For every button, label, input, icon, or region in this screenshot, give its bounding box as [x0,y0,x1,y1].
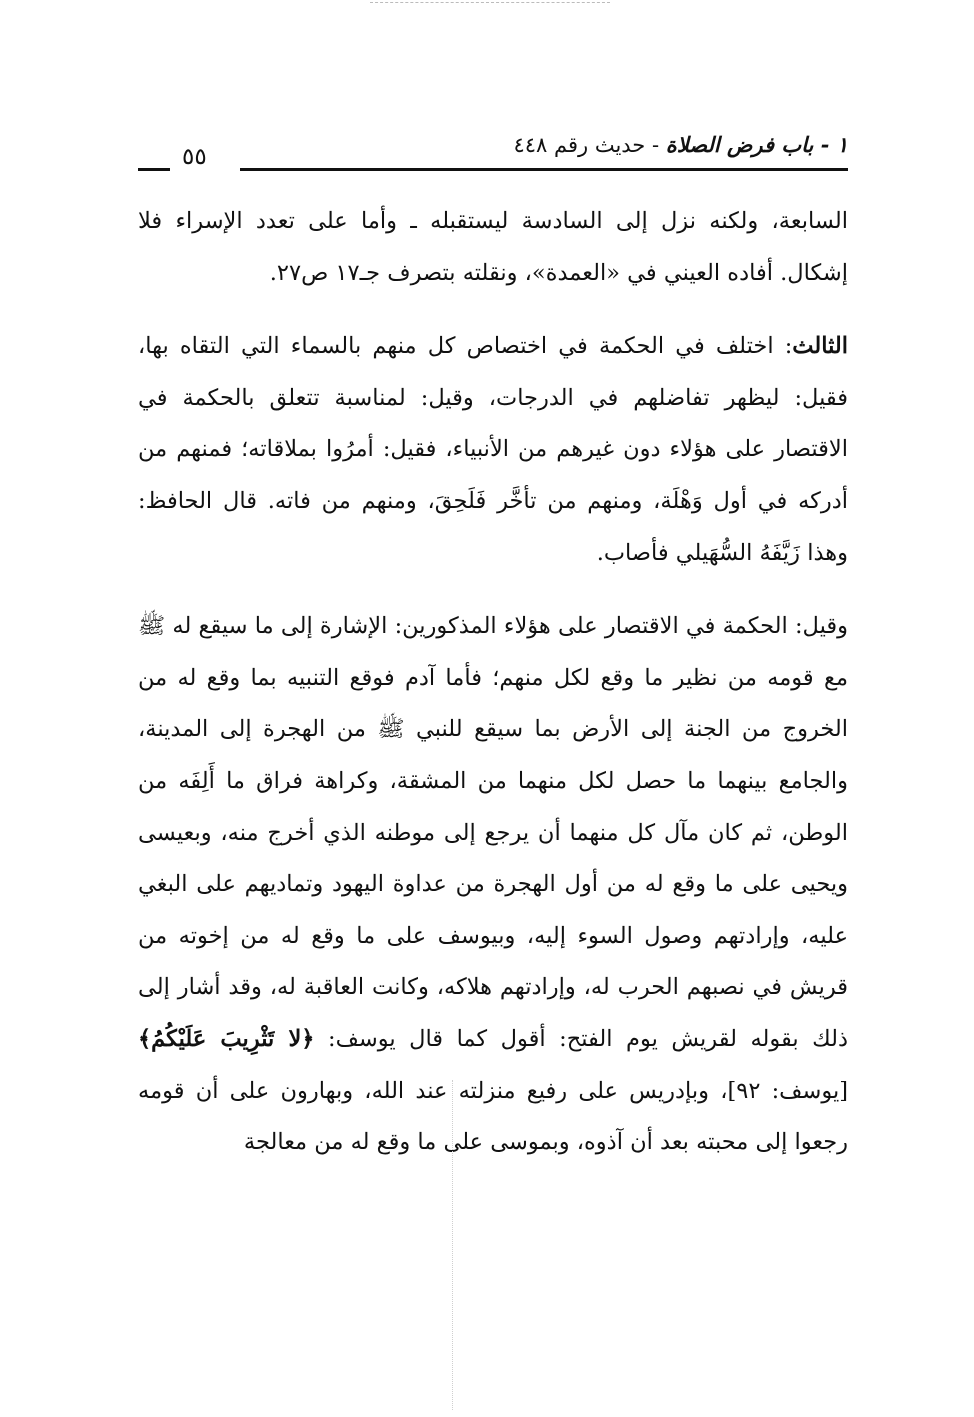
paragraph-2 [138,321,848,579]
header-rule [240,168,848,171]
scan-top-marks [370,2,610,7]
chapter-heading [513,132,848,157]
paragraph-3-text-a: وقيل: الحكمة في الاقتصار على هؤلاء المذكورين: الإشارة إلى ما سيقع له ﷺ مع قومه من نظير ما وقع لكل منهم؛ فأما آدم فوقع التنبيه بما وقع له من الخروج من الجنة إلى الأرض بما سيقع للنبي ﷺ من الهجرة إلى المدينة، والجامع بينهما ما حصل لكل منهما من المشقة، وكراهة فراق ما أَلِفَه من الوطن، ثم كان مآل كل منهما أن يرجع إلى موطنه الذي أخرج منه، وبعيسى ويحيى على ما وقع له من أول الهجرة من عداوة اليهود وتماديهم على البغي عليه، وإرادتهم وصول السوء إليه، وبيوسف على ما وقع له من إخوته من قريش في نصبهم الحرب له، وإرادتهم هلاكه، وكانت العاقبة له، وقد أشار إلى ذلك بقوله لقريش يوم الفتح: أقول كما قال يوسف: [138,613,848,1052]
quran-quote: ﴿لا تَثْرِيبَ عَلَيْكُمُ﴾ [138,1025,315,1052]
paragraph-3 [138,601,848,1169]
header-dash [138,168,170,171]
hadith-reference: - حديث رقم ٤٤٨ [513,133,660,157]
paragraph-3-text-b: [يوسف: ٩٢]، وبإدريس على رفيع منزلته عند الله، وبهارون على أن قومه رجعوا إلى محبته بعد أن آذوه، وبموسى على ما وقع له من معالجة [138,1077,848,1156]
page-body [138,196,848,1169]
page-number: ٥٥ [182,144,207,170]
paragraph-1: السابعة، ولكنه نزل إلى السادسة ليستقبله ـ وأما على تعدد الإسراء فلا إشكال. أفاده العيني في «العمدة»، ونقلته بتصرف جـ١٧ ص٢٧. [138,208,848,286]
running-header [138,128,848,178]
paragraph-2-text: : اختلف في الحكمة في اختصاص كل منهم بالسماء التي التقاه بها، فقيل: ليظهر تفاضلهم في الدرجات، وقيل: لمناسبة تتعلق بالحكمة في الاقتصار على هؤلاء دون غيرهم من الأنبياء، فقيل: أمرُوا بملاقاته؛ فمنهم من أدركه في أول وَهْلَة، ومنهم من تأخَّر فَلَحِقَ، ومنهم من فاته. قال الحافظ: وهذا زَيَّفَهُ السُّهَيلي فأصاب. [138,333,848,566]
paragraph-2-lead: الثالث [792,333,848,360]
scan-artifact-line [452,1080,453,1410]
chapter-title: ١ - باب فرض الصلاة [665,132,848,157]
